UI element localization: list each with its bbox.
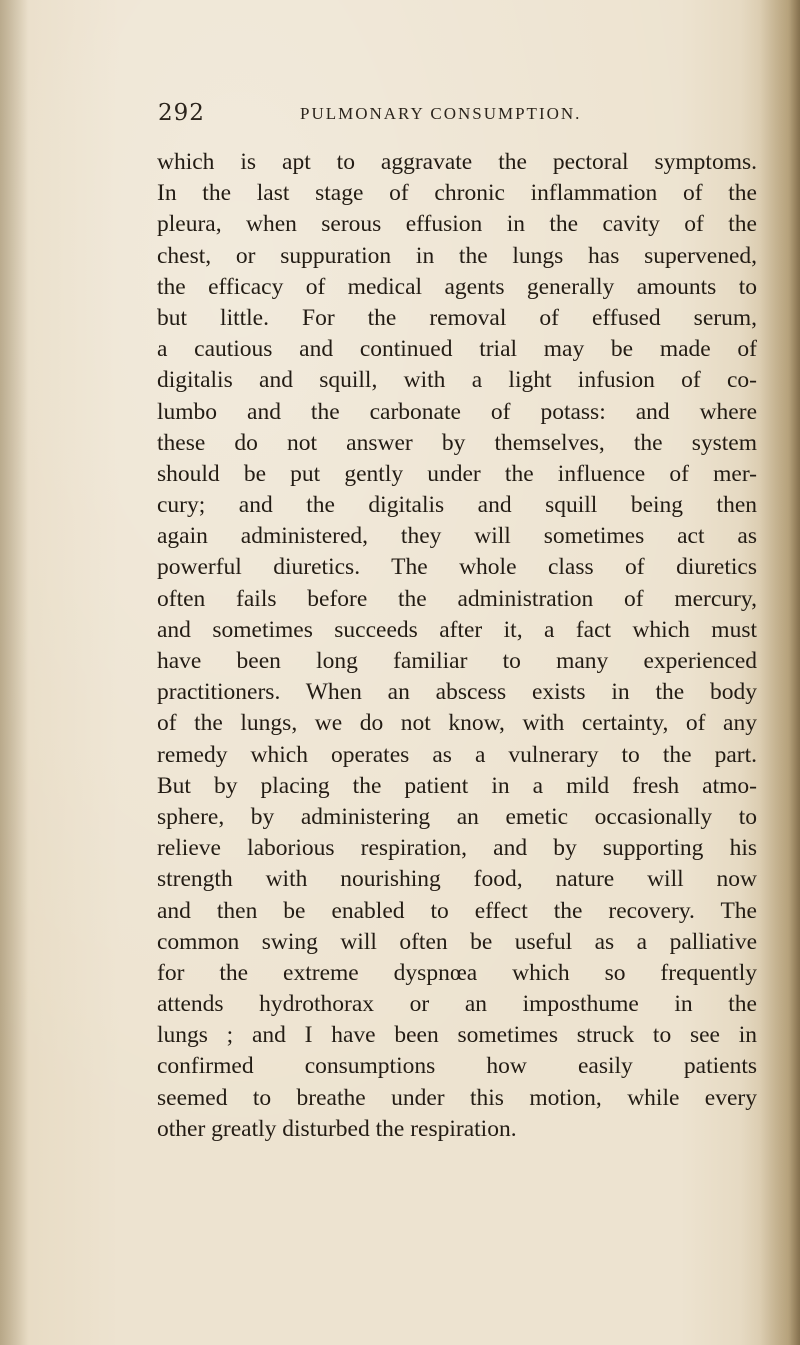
text-line: pleura, when serous effusion in the cavity of the	[157, 211, 757, 238]
text-line: powerful diuretics. The whole class of diuretics	[157, 554, 757, 581]
page-number: 292	[158, 100, 205, 126]
text-line: for the extreme dyspnœa which so frequently	[157, 959, 757, 986]
text-line: lungs ; and I have been sometimes struck to see in	[157, 1022, 757, 1049]
text-line: lumbo and the carbonate of potass: and where	[157, 398, 757, 425]
text-line: relieve laborious respiration, and by supporting his	[157, 835, 757, 862]
text-line: But by placing the patient in a mild fresh atmo-	[157, 772, 757, 799]
text-line: In the last stage of chronic inflammation of the	[157, 180, 757, 207]
text-line: which is apt to aggravate the pectoral symptoms.	[157, 149, 757, 175]
text-line: sphere, by administering an emetic occasionally to	[157, 803, 757, 830]
text-line: strength with nourishing food, nature will now	[157, 866, 757, 893]
text-line: cury; and the digitalis and squill being then	[157, 492, 757, 519]
text-line: attends hydrothorax or an imposthume in the	[157, 991, 757, 1018]
text-line: practitioners. When an abscess exists in the body	[157, 679, 757, 706]
body-paragraph	[157, 147, 757, 1145]
text-line: other greatly disturbed the respiration.	[157, 1115, 517, 1142]
text-line: a cautious and continued trial may be made of	[157, 336, 757, 363]
text-line: often fails before the administration of mercury,	[157, 585, 757, 612]
text-line: have been long familiar to many experienced	[157, 648, 757, 674]
text-line: and then be enabled to effect the recovery. The	[157, 897, 757, 924]
text-line: confirmed consumptions how easily patients	[157, 1053, 757, 1080]
text-line: but little. For the removal of effused serum,	[157, 304, 757, 331]
text-line: remedy which operates as a vulnerary to the part.	[157, 741, 757, 768]
text-line: of the lungs, we do not know, with certainty, of any	[157, 710, 757, 737]
text-line: should be put gently under the influence of mer-	[157, 460, 757, 487]
text-line: chest, or suppuration in the lungs has supervened,	[157, 242, 757, 269]
text-line: seemed to breathe under this motion, while every	[157, 1084, 757, 1111]
gutter-shadow	[0, 0, 28, 1345]
running-head: PULMONARY CONSUMPTION.	[300, 104, 582, 123]
page-edge-shadow	[760, 0, 800, 1345]
text-line: the efficacy of medical agents generally amounts to	[157, 273, 757, 300]
text-line: these do not answer by themselves, the system	[157, 429, 757, 456]
text-line: digitalis and squill, with a light infusion of co-	[157, 367, 757, 394]
text-line: and sometimes succeeds after it, a fact which must	[157, 616, 757, 643]
text-line: again administered, they will sometimes act as	[157, 523, 757, 550]
text-line: common swing will often be useful as a palliative	[157, 928, 757, 955]
